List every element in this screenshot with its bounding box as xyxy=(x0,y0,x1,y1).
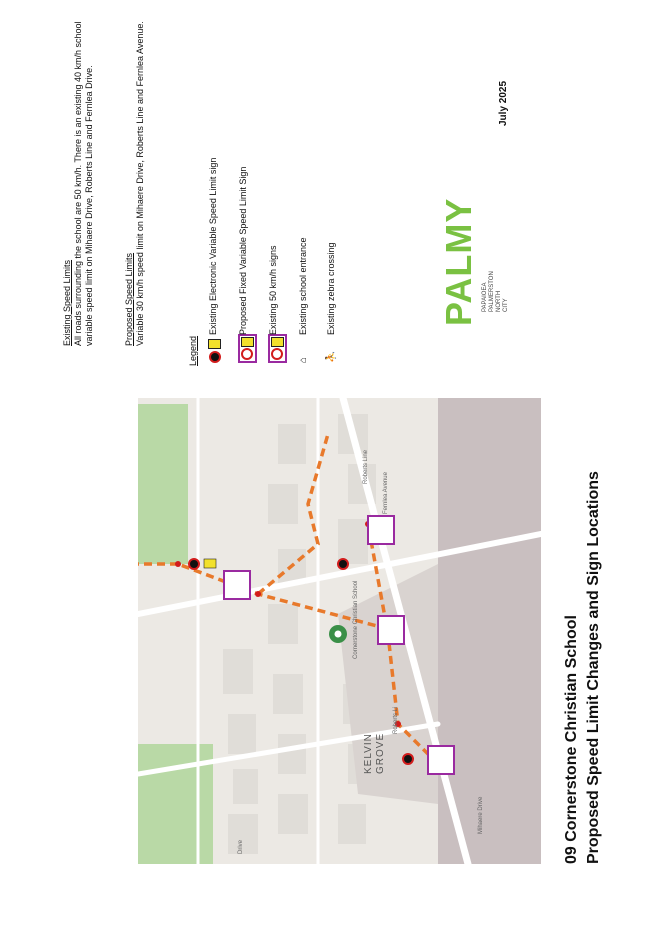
park-area-east xyxy=(138,404,188,564)
road-label-mihaere: Mihaere Drive xyxy=(478,796,484,834)
proposed-heading: Proposed Speed Limits xyxy=(124,252,134,346)
road-label-roberts-left: Roberts Li xyxy=(393,706,399,734)
school-location-pin xyxy=(329,625,347,643)
logo-subtext xyxy=(482,271,510,312)
page-title: 09 Cornerstone Christian School xyxy=(563,615,580,864)
road-label-roberts-right: Roberts Line xyxy=(363,449,369,484)
legend-label-zebra: Existing zebra crossing xyxy=(326,242,336,335)
legend-row-fixed xyxy=(238,3,252,363)
road-label-drive: Drive xyxy=(238,839,244,854)
existing-limits-block xyxy=(62,16,95,346)
suburb-label-line1: KELVIN xyxy=(363,733,374,774)
map-canvas xyxy=(138,398,541,864)
legend-row-50 xyxy=(268,3,282,363)
legend-label-50: Existing 50 km/h signs xyxy=(268,245,278,335)
legend-row-zebra xyxy=(326,3,340,363)
speed-50-sign-icon xyxy=(268,334,287,363)
date-label: July 2025 xyxy=(498,80,509,126)
road-label-fernlea: Fernlea Avenue xyxy=(383,472,389,514)
logo-sub1: PAPAIOEA xyxy=(482,282,488,312)
legend-title: Legend xyxy=(188,335,198,366)
logo-sub4: CITY xyxy=(503,298,509,312)
legend-row-entrance xyxy=(298,3,312,363)
fixed-variable-sign-icon xyxy=(238,334,257,363)
page-subtitle: Proposed Speed Limit Changes and Sign Locations xyxy=(585,471,602,864)
existing-heading: Existing Speed Limits xyxy=(62,259,72,346)
school-label: Cornerstone Christian School xyxy=(353,580,359,659)
electronic-sign-icon xyxy=(208,339,221,363)
existing-text: All roads surrounding the school are 50 km/h. There is an existing 40 km/h school variable speed limit on Mihaere Drive, Roberts Line and Fernlea Drive. xyxy=(73,21,94,346)
legend-label-entrance: Existing school entrance xyxy=(298,237,308,335)
suburb-label-line2: GROVE xyxy=(375,732,386,774)
suburb-label xyxy=(363,733,387,774)
proposed-text: Variable 30 km/h speed limit on Mihaere Drive, Roberts Line and Fernlea Avenue. xyxy=(135,21,145,346)
map-panel[interactable] xyxy=(138,398,541,864)
legend-label-electronic: Existing Electronic Variable Speed Limit sign xyxy=(208,157,218,335)
logo-sub3: NORTH xyxy=(496,290,502,312)
legend-row-electronic xyxy=(208,3,222,363)
proposed-limits-block xyxy=(124,16,146,346)
logo-sub2: PALMERSTON xyxy=(489,271,495,312)
commercial-site xyxy=(438,398,541,864)
legend-label-fixed: Proposed Fixed Variable Speed Limit Sign xyxy=(238,166,248,335)
school-entrance-icon: ⌂ xyxy=(298,356,309,363)
zebra-crossing-icon: ⛹ xyxy=(326,350,337,363)
palmy-logo: PALMY xyxy=(438,197,479,326)
